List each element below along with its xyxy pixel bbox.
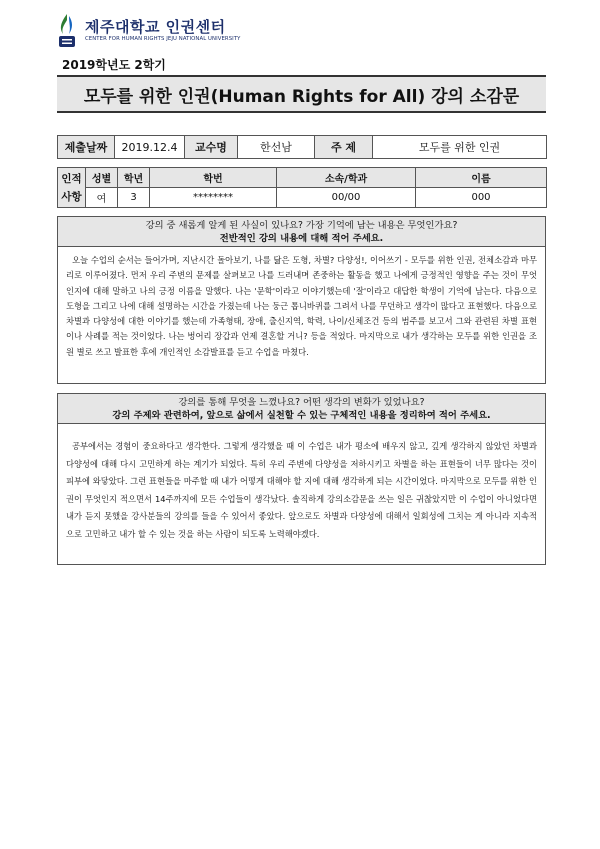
org-name-en: CENTER FOR HUMAN RIGHTS JEJU NATIONAL UNIVERSITY (85, 36, 241, 42)
submission-info-table (57, 135, 547, 159)
jnu-flame-logo-icon (55, 12, 79, 48)
question-2-answer: 공부에서는 경험이 중요하다고 생각한다. 그렇게 생각했을 때 이 수업은 내가 평소에 배우지 않고, 깊게 생각하지 않았던 차별과 다양성에 대해 다시 고민하게 하는 계기가 되었다. 특히 우리 주변에 다양성을 저하시키고 차별을 하는 표현들이 너무 많다는 것이 피부에 와닿았다. 그런 표현들을 마주할 때 내가 어떻게 대해야 할 지에 대해 생각하게 되는 시간이었다. 마지막으로 모두를 위한 인권이 무엇인지 적으면서 14주까지에 모든 수업들이 생각났다. 솔직하게 강의소감문을 쓰는 일은 귀찮았지만 이 수업이 아니었다면 내가 듣지 못했을 강사분들의 강의를 들을 수 있어서 좋았다. 앞으로도 차별과 다양성에 대해서 일회성에 그치는 게 아니라 지속적으로 고민하고 내가 할 수 있는 것을 하는 사람이 되도록 노력해야겠다. (66, 441, 537, 539)
value-department: 00/00 (277, 188, 416, 208)
date-label: 제출날짜 (58, 136, 115, 159)
value-name: 000 (416, 188, 547, 208)
personal-info-table (57, 167, 547, 208)
header-gender: 성별 (86, 168, 118, 188)
subject-label: 주 제 (315, 136, 373, 159)
value-year: 3 (118, 188, 150, 208)
question-1-prompt (58, 217, 545, 247)
header-student-id: 학번 (150, 168, 277, 188)
header-name: 이름 (416, 168, 547, 188)
date-value: 2019.12.4 (115, 136, 185, 159)
question-1-answer: 오늘 수업의 순서는 들어가며, 지난시간 돌아보기, 나를 닮은 도형, 차별? 다양성!, 이어쓰기 - 모두를 위한 인권, 전체소감과 마무리로 이루어졌다. 먼저 우리 주변의 문제를 살펴보고 나를 드러내며 존중하는 활동을 했고 나에게 긍정적인 영향을 주는 것이 무엇인지에 대해 말하고 나의 긍정 이름을 말했다. 나는 '문학'이라고 이야기했는데 '잘'이라고 대답한 학생이 기억에 남는다. 다음으로 도형을 그리고 나에 대해 설명하는 시간을 가졌는데 나는 둥근 톱니바퀴를 그려서 나를 무던하고 생각이 많다고 표현했다. 다음으로 차별과 다양성에 대한 이야기를 했는데 가족형태, 장애, 출신지역, 학력, 나이/신체조건 등의 범주를 보고서 그와 관련된 차별 표현이나 사례를 적는 것이었다. 나는 벙어리 장갑과 언제 결혼할 거니? 등을 적었다. 마지막으로 내가 생각하는 모두를 위한 인권을 조원 별로 쓰고 발표한 후에 개인적인 소감발표를 듣고 수업을 마쳤다. (66, 255, 537, 357)
value-gender: 여 (86, 188, 118, 208)
question-2-block (57, 393, 546, 565)
value-student-id: ******** (150, 188, 277, 208)
document-title-bar (57, 75, 546, 113)
org-name: 제주대학교 인권센터 (85, 18, 226, 36)
subject-value: 모두를 위한 인권 (373, 136, 547, 159)
question-2-line-1: 강의를 통해 무엇을 느꼈나요? 어떤 생각의 변화가 있었나요? (178, 397, 425, 408)
header-year: 학년 (118, 168, 150, 188)
personal-info-row-label: 인적사항 (58, 168, 86, 208)
professor-label: 교수명 (185, 136, 238, 159)
professor-value: 한선남 (238, 136, 315, 159)
question-2-line-2: 강의 주제와 관련하여, 앞으로 삶에서 실천할 수 있는 구체적인 내용을 정리하여 적어 주세요. (112, 410, 491, 421)
semester-label: 2019학년도 2학기 (62, 58, 166, 72)
question-1-line-1: 강의 중 새롭게 알게 된 사실이 있나요? 가장 기억에 남는 내용은 무엇인가요? (145, 220, 458, 231)
question-1-line-2: 전반적인 강의 내용에 대해 적어 주세요. (219, 233, 384, 244)
header-department: 소속/학과 (277, 168, 416, 188)
question-2-prompt (58, 394, 545, 424)
question-1-block (57, 216, 546, 384)
header (55, 12, 315, 52)
document-title: 모두를 위한 인권(Human Rights for All) 강의 소감문 (83, 86, 520, 107)
